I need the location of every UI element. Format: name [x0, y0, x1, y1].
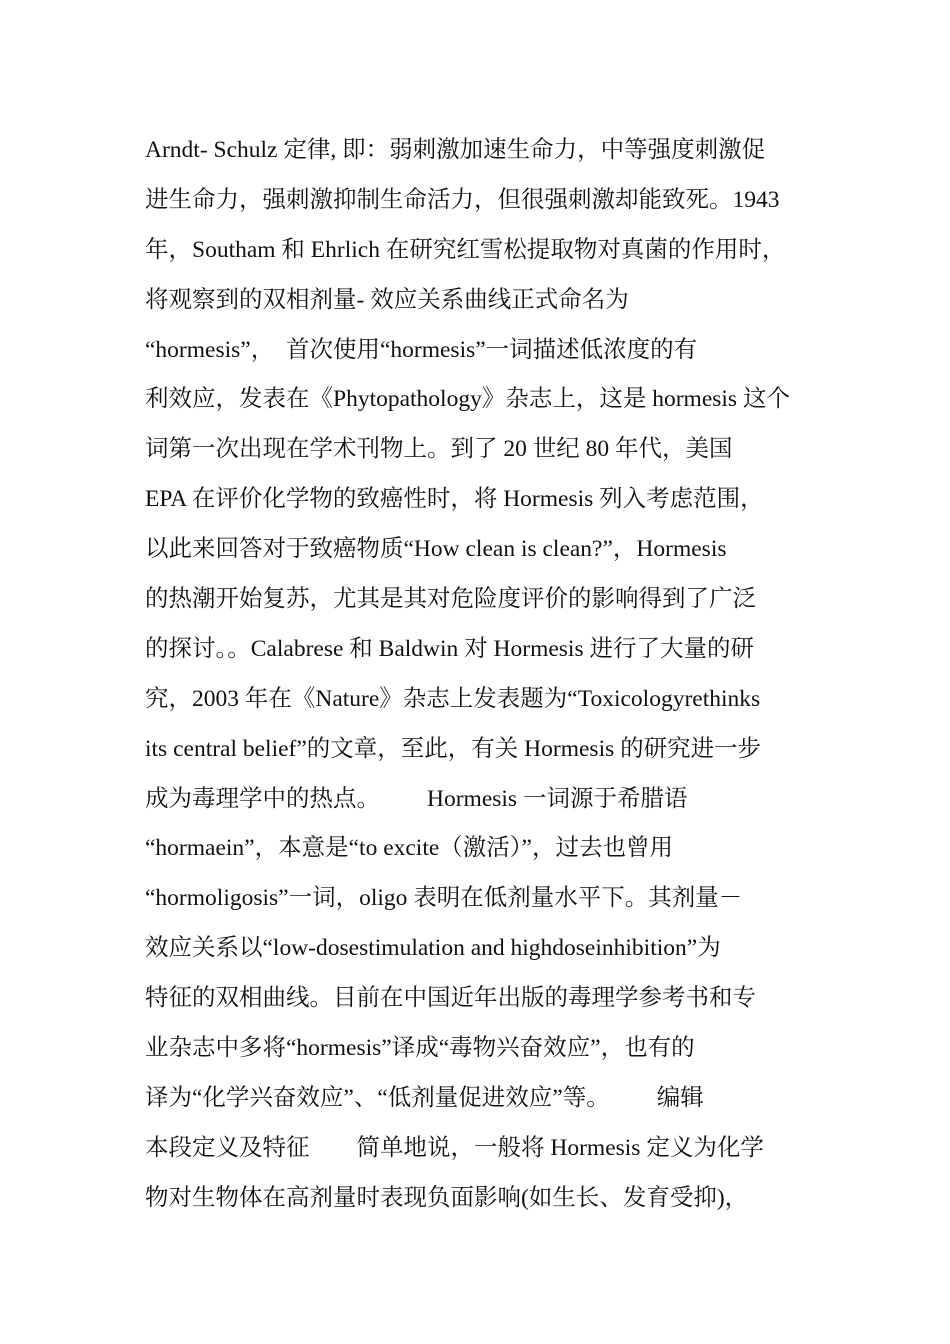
- text-line: 的探讨。。Calabrese 和 Baldwin 对 Hormesis 进行了大量的研: [145, 635, 754, 662]
- text-line: 业杂志中多将“hormesis”译成“毒物兴奋效应”，也有的: [145, 1035, 695, 1062]
- text-line: “hormesis”， 首次使用“hormesis”一词描述低浓度的有: [145, 336, 698, 363]
- text-line: “hormaein”，本意是“to excite（激活）”，过去也曾用: [145, 835, 673, 862]
- text-line: 本段定义及特征 简单地说，一般将 Hormesis 定义为化学: [145, 1134, 764, 1161]
- body-text: [145, 128, 835, 1226]
- text-line: 成为毒理学中的热点。 Hormesis 一词源于希腊语: [145, 785, 688, 812]
- text-line: 译为“化学兴奋效应”、“低剂量促进效应”等。 编辑: [145, 1084, 704, 1111]
- text-line: 的热潮开始复苏，尤其是其对危险度评价的影响得到了广泛: [145, 586, 756, 613]
- text-line: 年，Southam 和 Ehrlich 在研究红雪松提取物对真菌的作用时，: [145, 236, 786, 263]
- text-line: 以此来回答对于致癌物质“How clean is clean?”，Hormesis: [145, 536, 727, 563]
- text-line: EPA 在评价化学物的致癌性时，将 Hormesis 列入考虑范围，: [145, 486, 764, 513]
- text-line: 究，2003 年在《Nature》杂志上发表题为“Toxicologyrethinks: [145, 685, 761, 712]
- text-line: Arndt- Schulz 定律, 即：弱刺激加速生命力，中等强度刺激促: [145, 137, 766, 163]
- text-line: its central belief”的文章，至此，有关 Hormesis 的研究进一步: [145, 735, 762, 762]
- text-line: 进生命力，强刺激抑制生命活力，但很强刺激却能致死。1943: [145, 186, 780, 213]
- text-line: 效应关系以“low-dosestimulation and highdoseinhibition”为: [145, 935, 721, 962]
- text-line: 物对生物体在高剂量时表现负面影响(如生长、发育受抑)，: [145, 1184, 749, 1211]
- text-line: 特征的双相曲线。目前在中国近年出版的毒理学参考书和专: [145, 985, 756, 1012]
- text-line: “hormoligosis”一词，oligo 表明在低剂量水平下。其剂量－: [145, 885, 743, 912]
- text-line: 词第一次出现在学术刊物上。到了 20 世纪 80 年代，美国: [145, 436, 733, 463]
- text-line: 将观察到的双相剂量- 效应关系曲线正式命名为: [145, 286, 629, 313]
- text-line: 利效应，发表在《Phytopathology》杂志上，这是 hormesis 这个: [145, 386, 790, 413]
